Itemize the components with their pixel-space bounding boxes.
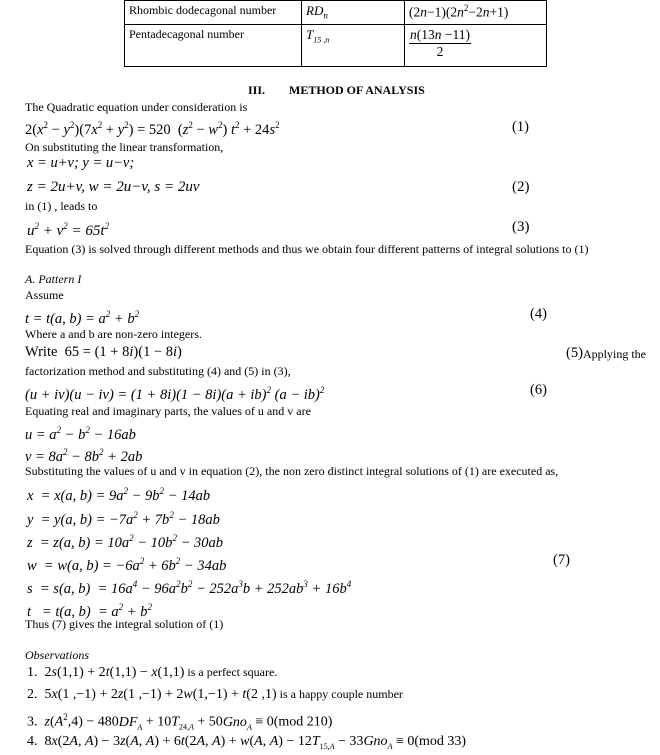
equation-3: $u^2 + v^2 = 65t^2$: [27, 221, 110, 239]
intro-text: The Quadratic equation under consideration is: [25, 100, 248, 114]
solution-w: w = w(a, $b) = -6a^2 + 6b^2 - 34ab$: [27, 556, 227, 574]
table-cell-formula: $(2n-1)(2n^2-2n+1)$: [405, 1, 547, 25]
observations-heading: Observations: [25, 648, 89, 662]
factorization-text: factorization method and substituting (4) and (5) in (3),: [25, 364, 291, 378]
equation-tag: (6): [530, 382, 547, 398]
table-cell-formula: [405, 25, 547, 67]
v-equation: $v = 8a^2 - 8b^2 + 2ab$: [25, 447, 143, 465]
section-number: III.: [248, 83, 266, 97]
equation-tag: (5): [566, 345, 583, 361]
thus-text: Thus (7) gives the integral solution of (1): [25, 617, 224, 631]
solution-s: s = s(a, $b) = 16a^4 - 96a^2b^2 - 252a^3b + 252ab^3 + 16b^4$: [27, 579, 352, 597]
where-text: Where a and b are non-zero integers.: [25, 327, 202, 341]
equation-6: (u + iv)(u − iv) = (1 + 8i)(1 − 8i)(a + ib)$^2$ (a − ib)$^2$: [25, 385, 325, 403]
equation-tag: (2): [512, 179, 530, 195]
equation-tag: (1): [512, 119, 529, 135]
equation-tag: (4): [530, 306, 547, 322]
solution-t: t = t(a, $b) = a^2 + b^2$: [27, 602, 152, 620]
equation-1: $2(x^2 - y^2)(7x^2 + y^2) = 520$ $(z^2 - w^2) t^2 + 24s^2$: [25, 120, 280, 138]
table-row: [125, 1, 547, 25]
equation-tag: (7): [553, 552, 570, 568]
applying-text: Applying the: [583, 347, 646, 361]
table-cell-name: Rhombic dodecagonal number: [125, 1, 302, 25]
eq3-description: Equation (3) is solved through different methods and thus we obtain four different patterns of integral solutions to (1): [25, 242, 589, 256]
linear-transformation-2: z = 2u+v, w = 2u−v, s = 2uv: [27, 179, 200, 195]
observation-2: 2. 5x(1 ,−1) + 2z(1 ,−1) + 2w(1,−1) + t(2 ,1) is a happy couple number: [27, 687, 403, 702]
polygonal-number-table: [124, 0, 547, 67]
observation-4: 4. 8x(2A, A) − 3z(A, A) + 6t(2A, A) + w(A, $A) - 12T_{15,A} - 33Gno_A \equiv 0(mod$ 33): [27, 734, 467, 751]
u-equation: $u = a^2 - b^2 - 16ab$: [25, 425, 136, 443]
table-row: [125, 25, 547, 67]
leads-text: in (1) , leads to: [25, 199, 98, 213]
pattern-heading: A. Pattern I: [25, 272, 82, 286]
substitution-text: On substituting the linear transformation,: [25, 140, 224, 154]
observation-3: 3. $z(A^2,4) - 480DF_A + 10T_{24,A} + 50Gno_A \equiv 0(mod$ 210): [27, 712, 333, 732]
linear-transformation-1: x = u+v; y = u−v;: [27, 155, 135, 171]
table-cell-symbol: $RD_n$: [302, 1, 405, 25]
assume-text: Assume: [25, 288, 64, 302]
solution-x: x = x(a, $b) = 9a^2 - 9b^2 - 14ab$: [27, 486, 211, 504]
solution-z: z = z(a, $b) = 10a^2 - 10b^2 - 30ab$: [27, 533, 223, 551]
substitution-text-2: Substituting the values of u and v in equation (2), the non zero distinct integral solutions of (1) are executed as,: [25, 464, 559, 478]
table-cell-symbol: $T_{15 ,n}$: [302, 25, 405, 67]
equating-text: Equating real and imaginary parts, the values of u and v are: [25, 404, 311, 418]
equation-4: t = t(a, $b) = a^2 + b^2$: [25, 309, 140, 327]
fraction: $\frac{n(13n -11)}{2}$: [410, 27, 470, 59]
section-title: METHOD OF ANALYSIS: [289, 83, 425, 97]
equation-5: Write 65 = (1 + 8i)(1 − 8i): [25, 344, 182, 360]
solution-y: y = y(a, $b) = -7a^2 + 7b^2 - 18ab$: [27, 510, 220, 528]
observation-1: 1. 2s(1,1) + 2t(1,1) − x(1,1) is a perfect square.: [27, 665, 278, 680]
table-cell-name: Pentadecagonal number: [125, 25, 302, 67]
equation-tag: (3): [512, 219, 530, 235]
